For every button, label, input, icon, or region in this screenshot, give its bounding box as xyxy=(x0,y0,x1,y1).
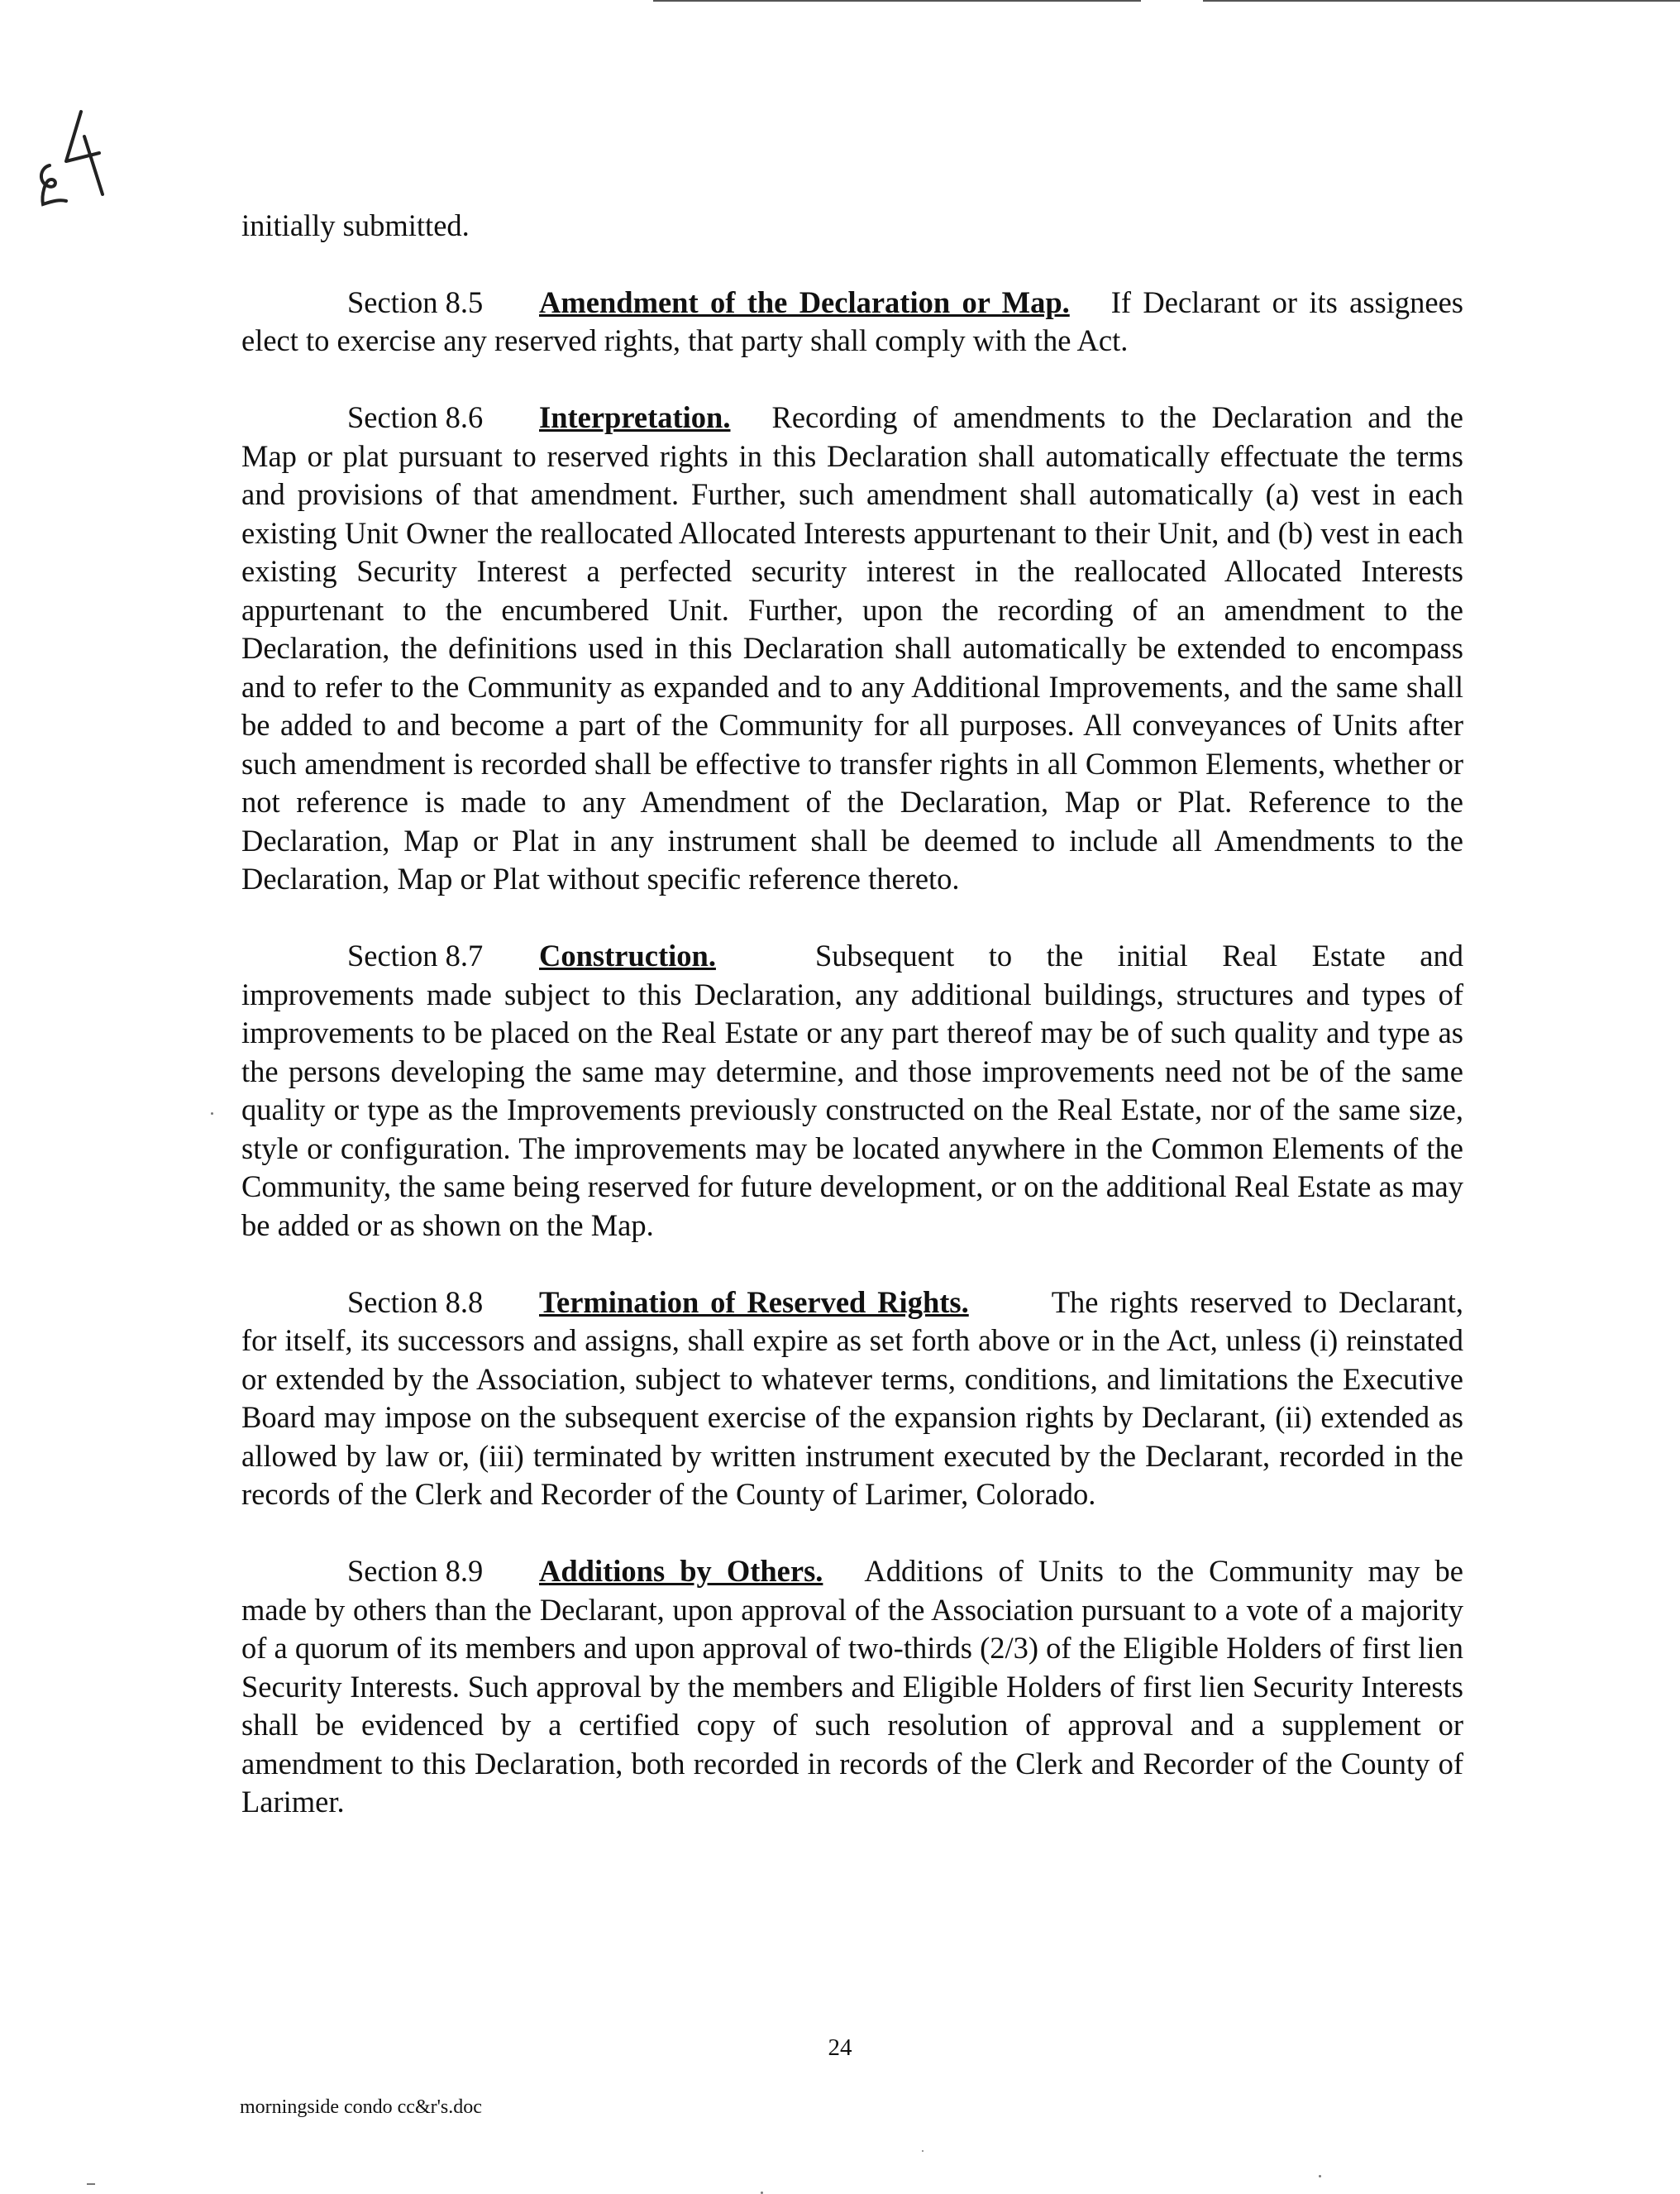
section-number: Section 8.8 xyxy=(347,1284,484,1319)
section-number: Section 8.5 xyxy=(347,284,484,319)
footer-filename: morningside condo cc&r's.doc xyxy=(240,2096,482,2118)
section-8-7 xyxy=(241,937,1463,1245)
section-title: Amendment of the Declaration or Map. xyxy=(539,284,1070,319)
section-8-9 xyxy=(241,1552,1463,1822)
section-number: Section 8.9 xyxy=(347,1554,484,1588)
section-title: Termination of Reserved Rights. xyxy=(539,1284,969,1319)
scan-speck xyxy=(211,1112,213,1115)
section-body: Recording of amendments to the Declaration and the Map or plat pursuant to reserved rights in this Declaration shall automatically effectuate the terms and provisions of that amendment. Further, such amendment shall automatically (a) vest in each existing Unit Owner the reallocated Allocated Interests appurtenant to their Unit, and (b) vest in each existing Security Interest a perfected security interest in the reallocated Allocated Interests appurtenant to the encumbered Unit. Further, upon the recording of an amendment to the Declaration, the definitions used in this Declaration shall automatically be extended to encompass and to refer to the Community as expanded and to any Additional Improvements, and the same shall be added to and become a part of the Community for all purposes. All conveyances of Units after such amendment is recorded shall be effective to transfer rights in all Common Elements, whether or not reference is made to any Amendment of the Declaration, Map or Plat. Reference to the Declaration, Map or Plat in any instrument shall be deemed to include all Amendments to the Declaration, Map or Plat without specific reference thereto. xyxy=(241,400,1463,896)
section-8-6 xyxy=(241,399,1463,899)
scan-speck xyxy=(922,2150,924,2152)
document-body xyxy=(241,207,1463,1860)
section-body: Subsequent to the initial Real Estate and improvements made subject to this Declaration, any additional buildings, structures and types of improvements to be placed on the Real Estate or any part thereof may be of such quality and type as the persons developing the same may determine, and those improvements need not be of the same quality or type as the Improvements previously constructed on the Real Estate, nor of the same size, style or configuration. The improvements may be located anywhere in the Common Elements of the Community, the same being reserved for future development, or on the additional Real Estate as may be added or as shown on the Map. xyxy=(241,939,1463,1242)
section-number: Section 8.7 xyxy=(347,939,484,973)
scan-speck xyxy=(1319,2175,1321,2177)
section-title: Construction. xyxy=(539,939,716,973)
section-body: If Declarant or its assignees elect to exercise any reserved rights, that party shall comply with the Act. xyxy=(241,284,1464,357)
handwritten-page-number xyxy=(33,103,107,211)
section-8-8 xyxy=(241,1283,1463,1514)
section-number: Section 8.6 xyxy=(347,400,484,434)
scan-speck xyxy=(87,2183,95,2185)
section-8-5 xyxy=(241,284,1463,361)
section-title: Interpretation. xyxy=(539,400,731,434)
section-body: The rights reserved to Declarant, for itself, its successors and assigns, shall expire as set forth above or in the Act, unless (i) reinstated or extended by the Association, subject to whatever terms, conditions, and limitations the Executive Board may impose on the subsequent exercise of the expansion rights by Declarant, (ii) extended as allowed by law or, (iii) terminated by written instrument executed by the Declarant, recorded in the records of the Clerk and Recorder of the County of Larimer, Colorado. xyxy=(241,1284,1463,1511)
section-title: Additions by Others. xyxy=(539,1554,823,1588)
intro-text: initially submitted. xyxy=(241,208,470,242)
section-body: Additions of Units to the Community may be made by others than the Declarant, upon approval of the Association pursuant to a vote of a majority of a quorum of its members and upon approval of two-thirds (2/3) of the Eligible Holders of first lien Security Interests. Such approval by the members and Eligible Holders of first lien Security Interests shall be evidenced by a certified copy of such resolution of approval and a supplement or amendment to this Declaration, both recorded in records of the Clerk and Recorder of the County of Larimer. xyxy=(241,1554,1464,1819)
top-scan-rule-left xyxy=(653,0,1141,2)
top-scan-rule-right xyxy=(1203,0,1680,2)
page-number: 24 xyxy=(828,2034,852,2061)
